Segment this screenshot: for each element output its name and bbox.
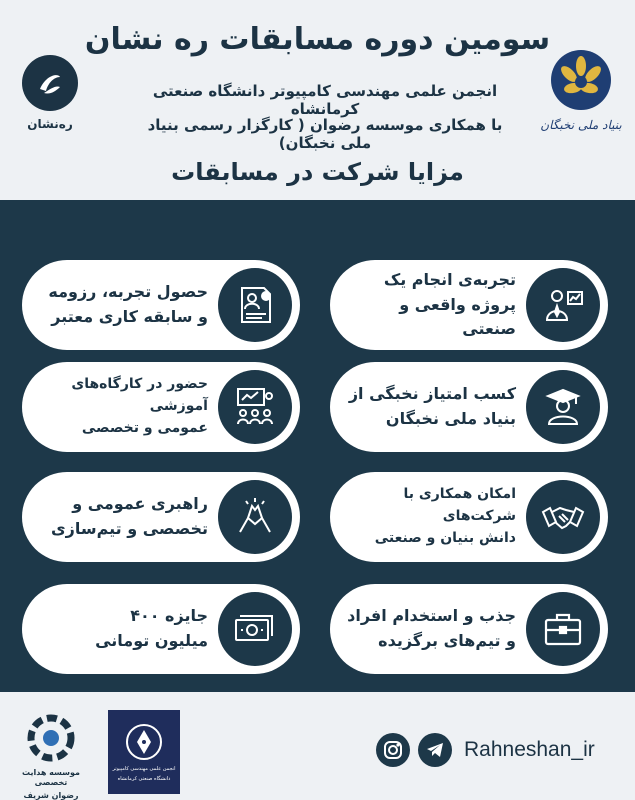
elites-foundation-caption: بنیاد ملی نخبگان (540, 118, 622, 132)
rezvan-caption-line-1: موسسه هدایت تخصصی (22, 768, 80, 788)
rezvan-institute-logo (12, 714, 90, 800)
benefit-card-cooperation (330, 472, 608, 562)
benefit-line-2: دانش بنیان و صنعتی (374, 529, 516, 546)
rahneshan-logo (20, 55, 80, 145)
footer (0, 692, 635, 800)
elites-foundation-logo (540, 48, 622, 148)
rahneshan-emblem-icon (22, 55, 78, 111)
benefit-line-2: تخصصی و تیم‌سازی (50, 519, 208, 538)
benefit-line-2: و تیم‌های برگزیده (378, 631, 516, 650)
benefits-panel (0, 200, 635, 692)
subtitle-line-2: با همکاری موسسه رضوان ( کارگزار رسمی بنیاد ملی نخبگان) (147, 116, 503, 152)
benefit-line-1: جذب و استخدام افراد (347, 606, 516, 626)
social-handle[interactable]: Rahneshan_ir (464, 738, 595, 761)
graduate-icon (526, 370, 600, 444)
benefit-line-2: عمومی و تخصصی (81, 419, 208, 436)
money-icon (218, 592, 292, 666)
benefit-line-2: بنیاد ملی نخبگان (385, 409, 516, 428)
benefit-line-1: کسب امتیاز نخبگی از (348, 384, 516, 404)
resume-document-icon (218, 268, 292, 342)
benefit-card-elite-points (330, 362, 608, 452)
benefit-line-1: حصول تجربه، رزومه (48, 282, 208, 302)
page-title: سومین دوره مسابقات ره نشان (84, 22, 551, 57)
pen-nib-emblem-icon (124, 722, 164, 762)
benefit-card-workshops (22, 362, 300, 452)
instagram-icon[interactable] (376, 733, 410, 767)
rezvan-caption-line-2: رضوان شریف (23, 790, 79, 800)
benefit-line-1: راهبری عمومی و (72, 494, 208, 514)
rezvan-emblem-icon (27, 714, 75, 762)
benefit-card-recruitment (330, 584, 608, 674)
benefit-line-2: پروژه واقعی و صنعتی (399, 294, 516, 339)
subtitle-line-1: انجمن علمی مهندسی کامپیوتر دانشگاه صنعتی کرمانشاه (152, 82, 498, 118)
header (0, 0, 635, 200)
computer-association-logo (108, 710, 180, 794)
benefit-card-experience-resume (22, 260, 300, 350)
benefit-card-industrial-project (330, 260, 608, 350)
workshop-icon (218, 370, 292, 444)
telegram-icon[interactable] (418, 733, 452, 767)
section-title: مزایا شرکت در مسابقات (171, 158, 464, 186)
presentation-chart-icon (526, 268, 600, 342)
benefit-line-2: میلیون تومانی (95, 631, 208, 650)
benefit-card-prize (22, 584, 300, 674)
team-hands-icon (218, 480, 292, 554)
briefcase-icon (526, 592, 600, 666)
benefit-line-2: و سابقه کاری معتبر (51, 307, 208, 326)
benefit-card-leadership (22, 472, 300, 562)
association-caption-line-1: انجمن علمی مهندسی کامپیوتر (112, 765, 176, 772)
benefit-line-1: تجربه‌ی انجام یک (383, 269, 516, 289)
benefit-line-1: جایزه ۴۰۰ (130, 606, 208, 626)
social-links (376, 730, 595, 770)
handshake-icon (526, 480, 600, 554)
elites-foundation-emblem-icon (549, 48, 613, 112)
rahneshan-logo-caption: ره‌نشان (27, 117, 73, 131)
benefit-line-1: حضور در کارگاه‌های آموزشی (71, 376, 208, 415)
association-caption-line-2: دانشگاه صنعتی کرمانشاه (117, 776, 171, 782)
benefit-line-1: امکان همکاری با شرکت‌های (403, 486, 516, 525)
